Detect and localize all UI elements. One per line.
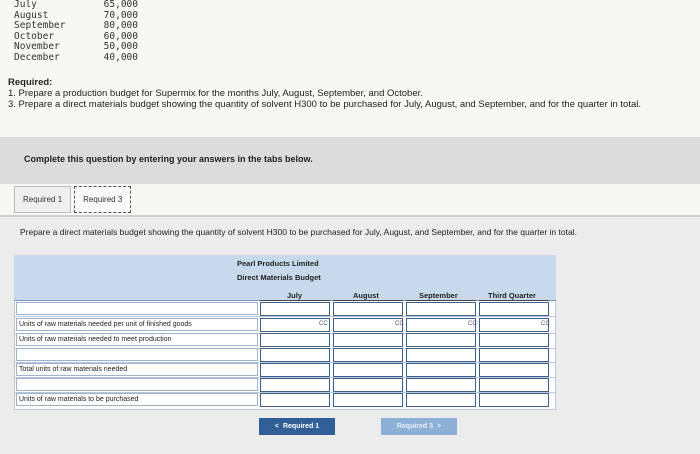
sales-units: 65,000 bbox=[103, 0, 138, 10]
col-underline bbox=[479, 300, 549, 301]
cell-hint: CC bbox=[468, 321, 477, 327]
sales-units: 60,000 bbox=[103, 30, 138, 42]
sales-units: 80,000 bbox=[103, 20, 138, 32]
required-section bbox=[8, 77, 668, 110]
col-header-july: July bbox=[287, 291, 303, 300]
tab-required-3[interactable]: Required 3 bbox=[74, 186, 131, 213]
sales-month: September bbox=[14, 20, 66, 32]
prev-required-button[interactable] bbox=[259, 418, 335, 435]
quarter-input[interactable] bbox=[479, 348, 549, 362]
required-item-1: 1. Prepare a production budget for Supermix for the months July, August, September, and October. bbox=[8, 88, 423, 99]
row-label-input[interactable] bbox=[16, 378, 258, 391]
july-input[interactable] bbox=[260, 333, 330, 347]
row-label-input[interactable] bbox=[16, 348, 258, 361]
col-underline bbox=[333, 300, 403, 301]
chevron-right-icon: > bbox=[437, 423, 442, 430]
august-input[interactable] bbox=[333, 378, 403, 392]
required-heading: Required: bbox=[8, 77, 53, 88]
sales-units: 50,000 bbox=[103, 41, 138, 53]
tab-required-1[interactable]: Required 1 bbox=[14, 186, 71, 213]
chevron-left-icon: < bbox=[274, 423, 279, 430]
company-name: Pearl Products Limited bbox=[237, 259, 319, 268]
sales-month: July bbox=[14, 0, 37, 10]
september-input[interactable] bbox=[406, 333, 476, 347]
row-label-total-needed: Total units of raw materials needed bbox=[19, 366, 128, 373]
september-input[interactable] bbox=[406, 378, 476, 392]
august-input[interactable] bbox=[333, 363, 403, 377]
row-label-units-per-unit: Units of raw materials needed per unit of finished goods bbox=[19, 321, 192, 328]
july-input[interactable] bbox=[260, 363, 330, 377]
row-separator bbox=[14, 316, 556, 317]
row-label-to-be-purchased: Units of raw materials to be purchased bbox=[19, 396, 139, 403]
july-input[interactable] bbox=[260, 302, 330, 316]
sales-units: 40,000 bbox=[103, 51, 138, 63]
august-input[interactable] bbox=[333, 333, 403, 347]
september-input[interactable] bbox=[406, 318, 476, 332]
july-input[interactable] bbox=[260, 348, 330, 362]
cell-hint: CC bbox=[541, 321, 550, 327]
quarter-input[interactable] bbox=[479, 393, 549, 407]
sales-row bbox=[14, 53, 138, 64]
september-input[interactable] bbox=[406, 393, 476, 407]
cell-hint: CC bbox=[395, 321, 404, 327]
question-text: Prepare a direct materials budget showing the quantity of solvent H300 to be purchased for July, August, and September, and for the quarter in total. bbox=[20, 227, 577, 237]
september-input[interactable] bbox=[406, 302, 476, 316]
august-input[interactable] bbox=[333, 318, 403, 332]
september-input[interactable] bbox=[406, 363, 476, 377]
instruction-band bbox=[0, 137, 700, 184]
row-label-needed-production: Units of raw materials needed to meet production bbox=[19, 336, 172, 343]
col-header-september: September bbox=[419, 291, 458, 300]
col-underline bbox=[406, 300, 476, 301]
quarter-input[interactable] bbox=[479, 302, 549, 316]
july-input[interactable] bbox=[260, 393, 330, 407]
sales-month: October bbox=[14, 30, 55, 42]
august-input[interactable] bbox=[333, 302, 403, 316]
cell-hint: CC bbox=[319, 321, 328, 327]
sales-month: December bbox=[14, 51, 60, 63]
august-input[interactable] bbox=[333, 348, 403, 362]
quarter-input[interactable] bbox=[479, 318, 549, 332]
quarter-input[interactable] bbox=[479, 378, 549, 392]
august-input[interactable] bbox=[333, 393, 403, 407]
required-item-3: 3. Prepare a direct materials budget showing the quantity of solvent H300 to be purchased for July, August, and September, and for the quarter in total. bbox=[8, 99, 642, 110]
row-label-input[interactable] bbox=[16, 302, 258, 315]
budget-title: Direct Materials Budget bbox=[237, 273, 321, 282]
next-required-button[interactable] bbox=[381, 418, 457, 435]
tab-bar bbox=[14, 186, 134, 213]
sales-month: August bbox=[14, 9, 49, 21]
col-header-third-quarter: Third Quarter bbox=[488, 291, 536, 300]
next-label: Required 3 bbox=[396, 423, 434, 430]
prev-label: Required 1 bbox=[282, 423, 320, 430]
sales-units: 70,000 bbox=[103, 9, 138, 21]
instruction-text: Complete this question by entering your answers in the tabs below. bbox=[24, 154, 313, 164]
col-header-august: August bbox=[353, 291, 379, 300]
sales-month: November bbox=[14, 41, 60, 53]
quarter-input[interactable] bbox=[479, 333, 549, 347]
sales-table bbox=[14, 0, 138, 64]
quarter-input[interactable] bbox=[479, 363, 549, 377]
col-underline bbox=[260, 300, 330, 301]
september-input[interactable] bbox=[406, 348, 476, 362]
july-input[interactable] bbox=[260, 378, 330, 392]
sales-row bbox=[14, 0, 138, 11]
